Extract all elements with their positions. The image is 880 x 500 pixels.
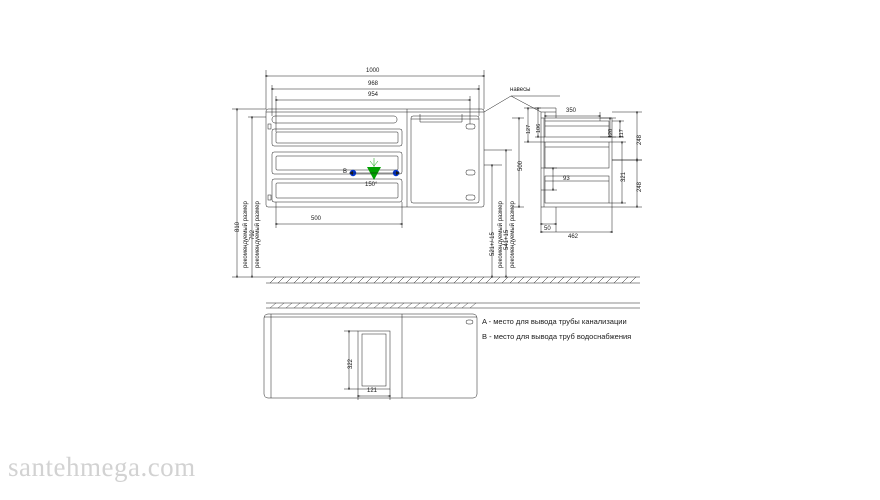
label-side-recommended-1: рекомендуемый размер: [498, 201, 504, 268]
dim-bottom-322: 322: [348, 358, 354, 369]
dim-side-93: 93: [563, 176, 570, 182]
dim-front-total-width: 1000: [366, 68, 380, 74]
dim-side-117: 117: [619, 129, 625, 138]
dim-side-50: 50: [544, 226, 551, 232]
hanger-leader: [484, 96, 560, 112]
dim-side-521: 521+/-15: [490, 232, 496, 256]
dim-side-248-bottom: 248: [637, 181, 643, 192]
dim-side-248-top: 248: [637, 134, 643, 145]
dim-side-321: 321: [621, 171, 627, 182]
dim-side-106: 106: [536, 123, 542, 133]
label-recommended-2: рекомендуемый размер: [255, 201, 261, 268]
legend-item-b: B - место для вывода труб водоснабжения: [482, 332, 632, 341]
floor-hatch: [266, 277, 640, 283]
dim-side-120: 120: [608, 128, 614, 138]
label-recommended-1: рекомендуемый размер: [243, 201, 249, 268]
dim-side-462: 462: [568, 234, 579, 240]
dim-front-angle: 150°: [365, 182, 378, 188]
dim-side-500: 500: [518, 160, 524, 171]
dim-front-recommended-792: 792: [250, 229, 256, 240]
dim-bottom-121: 121: [367, 388, 378, 394]
label-side-recommended-2: рекомендуемый размер: [510, 201, 516, 268]
legend-item-a: A - место для вывода трубы канализации: [482, 317, 627, 326]
dim-front-inner-width: 954: [368, 92, 379, 98]
outlet-markers: [349, 158, 400, 180]
side-view-cabinet: [541, 108, 612, 207]
dim-front-drawer-width: 500: [311, 216, 322, 222]
watermark: santehmega.com: [8, 452, 196, 482]
dim-side-127: 127: [526, 124, 532, 134]
dim-front-cabinet-width: 968: [368, 81, 379, 87]
dim-side-depth-350: 350: [566, 108, 577, 114]
marker-label-b: B: [343, 169, 348, 175]
dim-side-541: 541+15: [504, 229, 510, 250]
front-view-cabinet: [266, 109, 484, 207]
dim-front-total-height: 810: [235, 221, 241, 232]
label-hangers: навесы: [510, 87, 531, 93]
